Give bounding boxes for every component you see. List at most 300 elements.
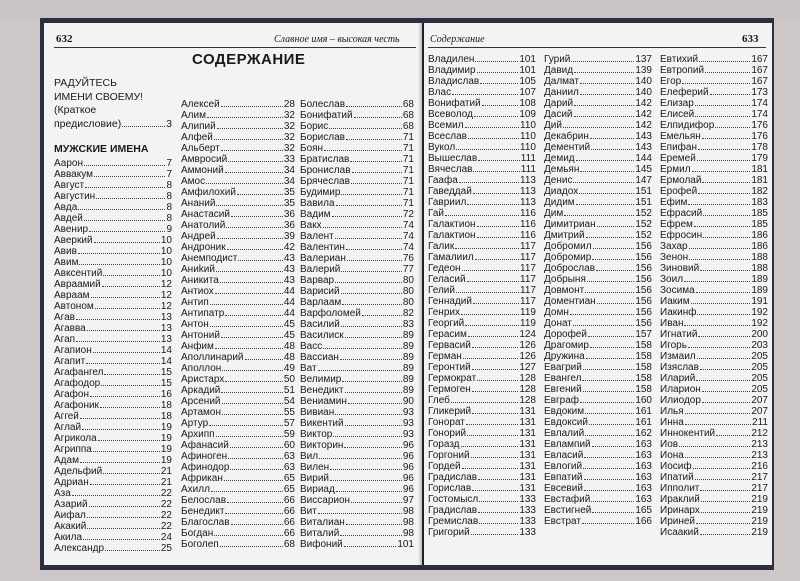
entry-page: 93	[402, 407, 414, 418]
entry-name: Венедикт	[300, 385, 344, 396]
entry-page: 63	[283, 462, 295, 473]
leader-dots	[330, 461, 402, 470]
leader-dots	[352, 164, 402, 173]
toc-entry	[428, 163, 536, 174]
toc-entry	[181, 483, 295, 494]
toc-entry	[54, 223, 172, 234]
leader-dots	[475, 251, 519, 260]
entry-page: 44	[283, 308, 295, 319]
entry-name: Дорофей	[544, 329, 587, 340]
toc-entry	[544, 53, 652, 64]
entry-name: Евгений	[544, 384, 582, 395]
toc-entry	[300, 109, 414, 120]
leader-dots	[689, 240, 751, 249]
entry-page: 101	[397, 539, 414, 550]
toc-entry	[544, 482, 652, 493]
toc-entry	[300, 395, 414, 406]
entry-page: 48	[283, 352, 295, 363]
entry-page: 22	[160, 499, 172, 510]
toc-entry	[544, 174, 652, 185]
entry-page: 101	[519, 54, 536, 65]
entry-name: Дарий	[544, 98, 574, 109]
entry-name: Ефим	[660, 197, 688, 208]
leader-dots	[330, 472, 402, 481]
toc-entry	[300, 252, 414, 263]
entry-name: Вивиан	[300, 407, 335, 418]
entry-page: 133	[519, 494, 536, 505]
leader-dots	[72, 487, 160, 496]
entry-page: 49	[283, 363, 295, 374]
entry-name: Бонифатий	[300, 110, 353, 121]
entry-name: Велимир	[300, 374, 342, 385]
leader-dots	[716, 427, 750, 436]
entry-page: 128	[519, 395, 536, 406]
entry-page: 21	[160, 466, 172, 477]
toc-entry	[544, 317, 652, 328]
entry-name: Авдей	[54, 213, 83, 224]
entry-page: 139	[635, 65, 652, 76]
entry-page: 110	[520, 120, 536, 131]
toc-column	[300, 98, 414, 549]
entry-page: 178	[751, 142, 768, 153]
entry-page: 176	[751, 131, 768, 142]
entry-name: Евагрий	[544, 362, 582, 373]
toc-entry	[54, 245, 172, 256]
entry-name: Гонорат	[428, 417, 465, 428]
leader-dots	[76, 311, 160, 320]
toc-entry	[660, 306, 768, 317]
leader-dots	[699, 53, 750, 62]
toc-entry	[300, 142, 414, 153]
leader-dots	[592, 251, 634, 260]
entry-page: 43	[283, 275, 295, 286]
toc-entry	[181, 197, 295, 208]
toc-entry	[181, 417, 295, 428]
entry-page: 116	[520, 208, 536, 219]
entry-name: Иван	[660, 318, 684, 329]
entry-name: Вилен	[300, 462, 330, 473]
leader-dots	[210, 296, 283, 305]
leader-dots	[220, 274, 283, 283]
leader-dots	[590, 339, 634, 348]
leader-dots	[318, 505, 402, 514]
entry-page: 21	[160, 477, 172, 488]
entry-name: Демьян	[544, 164, 580, 175]
entry-page: 32	[283, 143, 295, 154]
entry-name: Владислав	[428, 76, 480, 87]
entry-page: 182	[751, 186, 768, 197]
entry-page: 117	[520, 296, 536, 307]
toc-entry	[181, 505, 295, 516]
entry-page: 44	[283, 297, 295, 308]
toc-entry	[54, 289, 172, 300]
leader-dots	[340, 527, 402, 536]
leader-dots	[582, 515, 634, 524]
toc-entry	[544, 218, 652, 229]
toc-entry	[181, 494, 295, 505]
toc-entry	[54, 388, 172, 399]
leader-dots	[584, 482, 634, 491]
toc-entry	[660, 53, 768, 64]
toc-entry	[660, 493, 768, 504]
toc-entry	[428, 86, 536, 97]
entry-name: Алипий	[181, 121, 216, 132]
entry-name: Викторин	[300, 440, 344, 451]
leader-dots	[697, 152, 750, 161]
entry-name: Борис	[300, 121, 329, 132]
toc-entry	[54, 267, 172, 278]
toc-entry	[544, 372, 652, 383]
leader-dots	[102, 278, 160, 287]
entry-name: Агриппа	[54, 444, 92, 455]
entry-name: Гаафа	[428, 175, 458, 186]
leader-dots	[583, 460, 634, 469]
leader-dots	[588, 328, 634, 337]
entry-page: 151	[635, 197, 652, 208]
toc-entry	[428, 207, 536, 218]
toc-entry	[181, 406, 295, 417]
entry-name: Ермил	[660, 164, 691, 175]
entry-page: 19	[160, 433, 172, 444]
leader-dots	[685, 449, 750, 458]
toc-entry	[300, 472, 414, 483]
entry-name: Аггей	[54, 411, 79, 422]
toc-entry	[544, 394, 652, 405]
entry-page: 80	[402, 286, 414, 297]
toc-entry	[428, 416, 536, 427]
leader-dots	[122, 118, 165, 127]
entry-name: Валент	[300, 231, 334, 242]
leader-dots	[227, 494, 283, 503]
leader-dots	[574, 64, 634, 73]
leader-dots	[472, 482, 518, 491]
entry-name: Благослав	[181, 517, 230, 528]
entry-name: Георгий	[428, 318, 465, 329]
toc-entry	[54, 487, 172, 498]
toc-entry	[428, 471, 536, 482]
entry-name: Андрей	[181, 231, 216, 242]
entry-name: Измаил	[660, 351, 696, 362]
entry-page: 140	[635, 76, 652, 87]
leader-dots	[694, 218, 750, 227]
entry-name: Доментиан	[544, 296, 596, 307]
toc-entry	[544, 350, 652, 361]
entry-name: Иларий	[660, 373, 696, 384]
leader-dots	[467, 196, 519, 205]
leader-dots	[585, 405, 634, 414]
entry-page: 89	[402, 374, 414, 385]
leader-dots	[463, 350, 518, 359]
entry-name: Довмонт	[544, 285, 585, 296]
leader-dots	[579, 185, 634, 194]
entry-name: Дим	[544, 208, 564, 219]
toc-entry	[181, 175, 295, 186]
entry-name: Дмитрий	[544, 230, 585, 241]
entry-page: 68	[402, 110, 414, 121]
toc-entry	[544, 449, 652, 460]
entry-page: 7	[166, 158, 172, 169]
entry-page: 89	[402, 385, 414, 396]
entry-page: 131	[519, 472, 536, 483]
toc-entry	[428, 64, 536, 75]
entry-page: 71	[402, 143, 414, 154]
entry-name: Амос	[181, 176, 206, 187]
leader-dots	[341, 318, 402, 327]
entry-name: Белослав	[181, 495, 227, 506]
entry-name: Евдоким	[544, 406, 585, 417]
toc-entry	[428, 306, 536, 317]
leader-dots	[82, 421, 160, 430]
entry-page: 89	[402, 352, 414, 363]
entry-name: Ириней	[660, 516, 696, 527]
leader-dots	[597, 218, 635, 227]
leader-dots	[90, 476, 160, 485]
entry-name: Арсений	[181, 396, 221, 407]
entry-name: Вукол	[428, 142, 456, 153]
entry-page: 126	[519, 351, 536, 362]
entry-name: Вифоний	[300, 539, 343, 550]
entry-page: 119	[520, 318, 536, 329]
leader-dots	[696, 515, 750, 524]
leader-dots	[695, 108, 750, 117]
intro-page: 3	[166, 117, 172, 130]
entry-page: 131	[519, 406, 536, 417]
leader-dots	[477, 218, 519, 227]
leader-dots	[91, 289, 160, 298]
entry-name: Аркадий	[181, 385, 221, 396]
leader-dots	[477, 64, 519, 73]
toc-entry	[181, 230, 295, 241]
book-cover-edge	[424, 565, 772, 570]
toc-entry	[54, 157, 172, 168]
entry-page: 36	[283, 209, 295, 220]
entry-page: 205	[751, 373, 768, 384]
leader-dots	[335, 406, 402, 415]
entry-page: 98	[402, 517, 414, 528]
entry-name: Варвар	[300, 275, 335, 286]
toc-entry	[300, 340, 414, 351]
toc-entry	[544, 240, 652, 251]
entry-name: Горислав	[428, 483, 472, 494]
entry-page: 213	[751, 450, 768, 461]
toc-entry	[300, 153, 414, 164]
entry-name: Артамон	[181, 407, 221, 418]
entry-page: 77	[402, 264, 414, 275]
entry-name: Антип	[181, 297, 209, 308]
entry-name: Аполлинарий	[181, 352, 244, 363]
entry-page: 80	[402, 297, 414, 308]
leader-dots	[701, 504, 750, 513]
entry-page: 71	[402, 165, 414, 176]
toc-entry	[300, 131, 414, 142]
entry-name: Домн	[544, 307, 569, 318]
entry-page: 34	[283, 176, 295, 187]
toc-entry	[428, 218, 536, 229]
toc-entry	[428, 339, 536, 350]
toc-entry	[660, 152, 768, 163]
leader-dots	[318, 362, 402, 371]
toc-entry	[428, 284, 536, 295]
leader-dots	[574, 108, 635, 117]
entry-page: 32	[283, 110, 295, 121]
entry-page: 131	[519, 428, 536, 439]
toc-entry	[428, 262, 536, 273]
leader-dots	[336, 197, 402, 206]
entry-name: Антон	[181, 319, 209, 330]
entry-name: Захар	[660, 241, 688, 252]
toc-entry	[181, 164, 295, 175]
entry-name: Альберт	[181, 143, 220, 154]
entry-name: Добромир	[544, 252, 592, 263]
toc-entry	[428, 482, 536, 493]
leader-dots	[479, 493, 518, 502]
leader-dots	[592, 504, 634, 513]
entry-name: Всеволод	[428, 109, 473, 120]
toc-entry	[300, 406, 414, 417]
entry-name: Авда	[54, 202, 78, 213]
entry-name: Дидим	[544, 197, 575, 208]
entry-page: 89	[402, 330, 414, 341]
entry-name: Евласий	[544, 450, 584, 461]
leader-dots	[580, 75, 634, 84]
toc-entry	[428, 108, 536, 119]
entry-name: Валентин	[300, 242, 345, 253]
entry-page: 80	[402, 275, 414, 286]
entry-name: Гавриил	[428, 197, 467, 208]
entry-page: 74	[402, 231, 414, 242]
leader-dots	[689, 251, 750, 260]
entry-page: 10	[160, 246, 172, 257]
entry-name: Даниил	[544, 87, 579, 98]
entry-page: 55	[283, 407, 295, 418]
entry-page: 8	[166, 202, 172, 213]
toc-entry	[300, 373, 414, 384]
entry-page: 174	[751, 98, 768, 109]
leader-dots	[703, 229, 750, 238]
toc-entry	[428, 119, 536, 130]
entry-name: Васс	[300, 341, 323, 352]
entry-name: Агафон	[54, 389, 89, 400]
toc-entry	[300, 362, 414, 373]
entry-name: Авим	[54, 257, 79, 268]
entry-page: 9	[166, 224, 172, 235]
toc-entry	[181, 472, 295, 483]
toc-entry	[660, 383, 768, 394]
leader-dots	[705, 64, 750, 73]
leader-dots	[700, 482, 750, 491]
entry-page: 66	[283, 528, 295, 539]
leader-dots	[341, 263, 402, 272]
entry-page: 7	[166, 169, 172, 180]
toc-entry	[300, 428, 414, 439]
entry-name: Гамалиил	[428, 252, 474, 263]
entry-page: 15	[160, 378, 172, 389]
entry-page: 54	[283, 396, 295, 407]
entry-page: 124	[519, 329, 536, 340]
toc-entry	[300, 494, 414, 505]
entry-name: Гервасий	[428, 340, 471, 351]
entry-page: 71	[402, 176, 414, 187]
entry-name: Зенон	[660, 252, 689, 263]
entry-name: Аристарх	[181, 374, 225, 385]
entry-page: 48	[283, 341, 295, 352]
toc-entry	[660, 460, 768, 471]
running-head: Славное имя – высокая честь	[274, 34, 400, 45]
leader-dots	[591, 141, 634, 150]
leader-dots	[216, 263, 283, 272]
leader-dots	[220, 538, 283, 547]
toc-entry	[660, 75, 768, 86]
leader-dots	[685, 416, 751, 425]
entry-name: Елизар	[660, 98, 694, 109]
entry-page: 71	[402, 154, 414, 165]
entry-page: 8	[166, 191, 172, 202]
entry-name: Гостомысл	[428, 494, 479, 505]
toc-entry	[544, 163, 652, 174]
entry-page: 66	[283, 517, 295, 528]
entry-page: 131	[519, 461, 536, 472]
entry-name: Гордей	[428, 461, 461, 472]
entry-page: 65	[283, 473, 295, 484]
intro-last-line	[54, 118, 172, 132]
entry-page: 97	[402, 495, 414, 506]
entry-name: Варисий	[300, 286, 340, 297]
entry-name: Евпатий	[544, 472, 583, 483]
entry-name: Авив	[54, 246, 77, 257]
leader-dots	[478, 152, 520, 161]
entry-name: Галактион	[428, 219, 476, 230]
entry-name: Аза	[54, 488, 71, 499]
toc-entry	[660, 295, 768, 306]
leader-dots	[347, 252, 402, 261]
entry-page: 156	[635, 274, 652, 285]
toc-entry	[544, 405, 652, 416]
toc-entry	[544, 460, 652, 471]
entry-page: 200	[751, 329, 768, 340]
leader-dots	[348, 395, 402, 404]
toc-entry	[181, 131, 295, 142]
intro-line: (Краткое	[54, 104, 97, 117]
entry-name: Виссарион	[300, 495, 351, 506]
leader-dots	[227, 241, 283, 250]
toc-entry	[660, 97, 768, 108]
toc-entry	[181, 362, 295, 373]
leader-dots	[87, 509, 160, 518]
toc-entry	[544, 361, 652, 372]
entry-page: 96	[402, 440, 414, 451]
scanner-background	[0, 0, 800, 20]
leader-dots	[702, 130, 751, 139]
entry-page: 158	[635, 340, 652, 351]
leader-dots	[696, 372, 750, 381]
entry-name: Евтропий	[660, 65, 705, 76]
leader-dots	[461, 438, 519, 447]
entry-page: 105	[519, 76, 536, 87]
entry-name: Евсевий	[544, 483, 583, 494]
entry-name: Виталиан	[300, 517, 345, 528]
leader-dots	[467, 273, 520, 282]
entry-name: Влас	[428, 87, 452, 98]
toc-entry	[660, 251, 768, 262]
leader-dots	[350, 153, 402, 162]
toc-entry	[54, 421, 172, 432]
entry-name: Агав	[54, 312, 75, 323]
toc-entry	[544, 75, 652, 86]
entry-page: 71	[402, 198, 414, 209]
leader-dots	[584, 449, 634, 458]
entry-name: Африкан	[181, 473, 223, 484]
entry-name: Виктор	[300, 429, 333, 440]
